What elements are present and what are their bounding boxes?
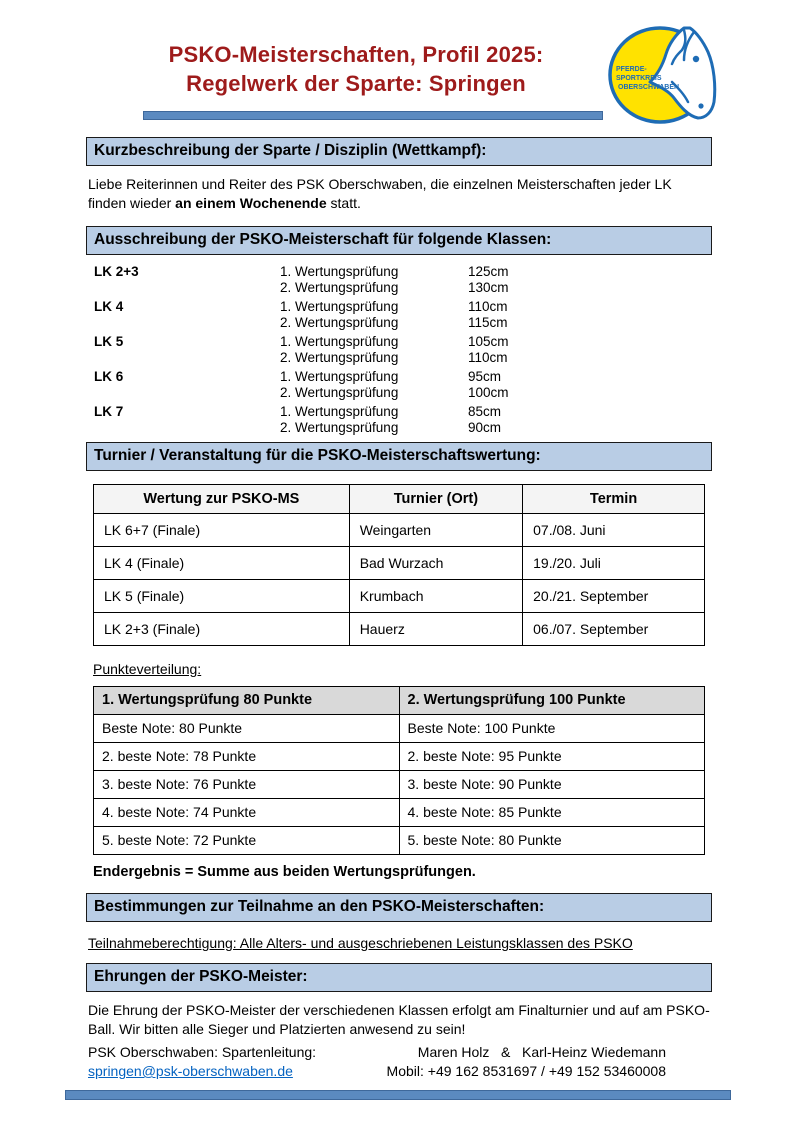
section-heading-ehrungen: Ehrungen der PSKO-Meister:: [86, 963, 712, 992]
ort-cell: Weingarten: [349, 514, 522, 547]
table-row: [94, 827, 705, 855]
pruefung-height: 85cm: [468, 404, 502, 420]
kurzbeschreibung-paragraph: [88, 175, 710, 213]
contact-line-2: [88, 1062, 666, 1081]
pruefung-name: 2. Wertungsprüfung: [280, 315, 399, 331]
pruefung-name: 1. Wertungsprüfung: [280, 404, 399, 420]
turnier-table: [93, 484, 705, 646]
termin-cell: 19./20. Juli: [523, 547, 705, 580]
page-title-line1: PSKO-Meisterschaften, Profil 2025:: [168, 42, 544, 67]
table-row: [94, 743, 705, 771]
punkte-cell: 2. beste Note: 95 Punkte: [399, 743, 705, 771]
punkte-cell: 3. beste Note: 76 Punkte: [94, 771, 400, 799]
column-header: Wertung zur PSKO-MS: [94, 485, 350, 514]
teilnahmeberechtigung-text: Teilnahmeberechtigung: Alle Alters- und ausgeschriebenen Leistungsklassen des PSKO: [88, 935, 633, 952]
pruefung-height: 90cm: [468, 420, 502, 436]
ort-cell: Hauerz: [349, 613, 522, 646]
punkte-cell: 2. beste Note: 78 Punkte: [94, 743, 400, 771]
pruefung-height: 115cm: [468, 315, 508, 331]
class-group-lk7: [94, 404, 712, 436]
pruefung-name: 1. Wertungsprüfung: [280, 369, 399, 385]
column-header: Termin: [523, 485, 705, 514]
punkte-table-header-row: [94, 687, 705, 715]
column-header: 2. Wertungsprüfung 100 Punkte: [399, 687, 705, 715]
pferdesportkreis-oberschwaben-logo: [606, 24, 720, 126]
logo-text-line2: SPORTKREIS: [616, 75, 662, 82]
pruefung-name: 2. Wertungsprüfung: [280, 350, 399, 366]
ort-cell: Bad Wurzach: [349, 547, 522, 580]
title-divider-bar: [143, 111, 603, 120]
pruefung-height: 125cm: [468, 264, 509, 280]
ehrungen-paragraph: Die Ehrung der PSKO-Meister der verschiedenen Klassen erfolgt am Finalturnier und auf am PSKO-Ball. Wir bitten alle Sieger und Platzierten anwesend zu sein!: [88, 1002, 710, 1038]
pruefung-height: 110cm: [468, 299, 508, 315]
punkte-cell: Beste Note: 80 Punkte: [94, 715, 400, 743]
pruefung-name: 1. Wertungsprüfung: [280, 334, 399, 350]
wertung-cell: LK 2+3 (Finale): [94, 613, 350, 646]
class-group-lk2-3: [94, 264, 712, 296]
turnier-table-header-row: [94, 485, 705, 514]
paragraph-text: statt.: [326, 195, 361, 212]
class-label: LK 5: [94, 334, 124, 350]
pruefung-name: 1. Wertungsprüfung: [280, 299, 399, 315]
section-heading-turnier: Turnier / Veranstaltung für die PSKO-Meisterschaftswertung:: [86, 442, 712, 471]
termin-cell: 07./08. Juni: [523, 514, 705, 547]
classes-list: [94, 264, 712, 436]
punkteverteilung-label: Punkteverteilung:: [93, 661, 202, 678]
wertung-cell: LK 6+7 (Finale): [94, 514, 350, 547]
contact-label: PSK Oberschwaben: Spartenleitung:: [88, 1044, 317, 1061]
termin-cell: 20./21. September: [523, 580, 705, 613]
section-heading-ausschreibung: Ausschreibung der PSKO-Meisterschaft für folgende Klassen:: [86, 226, 712, 255]
table-row: [94, 514, 705, 547]
column-header: Turnier (Ort): [349, 485, 522, 514]
document-content: [86, 137, 712, 1081]
wertung-cell: LK 5 (Finale): [94, 580, 350, 613]
pruefung-name: 1. Wertungsprüfung: [280, 264, 399, 280]
punkte-table: [93, 686, 705, 855]
email-link[interactable]: springen@psk-oberschwaben.de: [88, 1063, 293, 1080]
pruefung-height: 100cm: [468, 385, 509, 401]
table-row: [94, 771, 705, 799]
paragraph-bold-text: an einem Wochenende: [175, 195, 327, 212]
contact-block: [88, 1043, 666, 1081]
logo-text-line3: OBERSCHWABEN: [618, 84, 680, 91]
punkte-cell: Beste Note: 100 Punkte: [399, 715, 705, 743]
section-heading-kurzbeschreibung: Kurzbeschreibung der Sparte / Disziplin (Wettkampf):: [86, 137, 712, 166]
punkte-cell: 3. beste Note: 90 Punkte: [399, 771, 705, 799]
class-label: LK 2+3: [94, 264, 139, 280]
logo-text-line1: PFERDE-: [616, 66, 647, 73]
footer-divider-bar: [65, 1090, 731, 1100]
endergebnis-note: Endergebnis = Summe aus beiden Wertungsprüfungen.: [93, 864, 476, 881]
class-group-lk4: [94, 299, 712, 331]
section-heading-bestimmungen: Bestimmungen zur Teilnahme an den PSKO-Meisterschaften:: [86, 893, 712, 922]
pruefung-height: 130cm: [468, 280, 509, 296]
table-row: [94, 580, 705, 613]
paragraph-text: Liebe Reiterinnen und Reiter des PSK Oberschwaben, die einzelnen Meisterschaften jeder LK finden wieder: [88, 176, 672, 212]
class-group-lk5: [94, 334, 712, 366]
wertung-cell: LK 4 (Finale): [94, 547, 350, 580]
termin-cell: 06./07. September: [523, 613, 705, 646]
class-group-lk6: [94, 369, 712, 401]
class-label: LK 4: [94, 299, 124, 315]
class-label: LK 7: [94, 404, 124, 420]
pruefung-height: 110cm: [468, 350, 508, 366]
page-title-line2: Regelwerk der Sparte: Springen: [186, 71, 526, 97]
ort-cell: Krumbach: [349, 580, 522, 613]
contact-line-1: [88, 1043, 666, 1062]
class-label: LK 6: [94, 369, 124, 385]
pruefung-name: 2. Wertungsprüfung: [280, 420, 399, 436]
pruefung-name: 2. Wertungsprüfung: [280, 280, 399, 296]
punkte-cell: 4. beste Note: 85 Punkte: [399, 799, 705, 827]
pruefung-height: 95cm: [468, 369, 502, 385]
mobile-numbers: Mobil: +49 162 8531697 / +49 152 53460008: [386, 1063, 666, 1080]
table-row: [94, 547, 705, 580]
column-header: 1. Wertungsprüfung 80 Punkte: [94, 687, 400, 715]
document-header: [0, 0, 794, 137]
horse-logo-icon: [606, 24, 720, 126]
punkte-cell: 5. beste Note: 80 Punkte: [399, 827, 705, 855]
contact-names: Maren Holz & Karl-Heinz Wiedemann: [417, 1044, 666, 1061]
pruefung-height: 105cm: [468, 334, 509, 350]
table-row: [94, 613, 705, 646]
punkte-cell: 5. beste Note: 72 Punkte: [94, 827, 400, 855]
table-row: [94, 799, 705, 827]
page-title: [86, 40, 626, 98]
table-row: [94, 715, 705, 743]
punkte-cell: 4. beste Note: 74 Punkte: [94, 799, 400, 827]
pruefung-name: 2. Wertungsprüfung: [280, 385, 399, 401]
